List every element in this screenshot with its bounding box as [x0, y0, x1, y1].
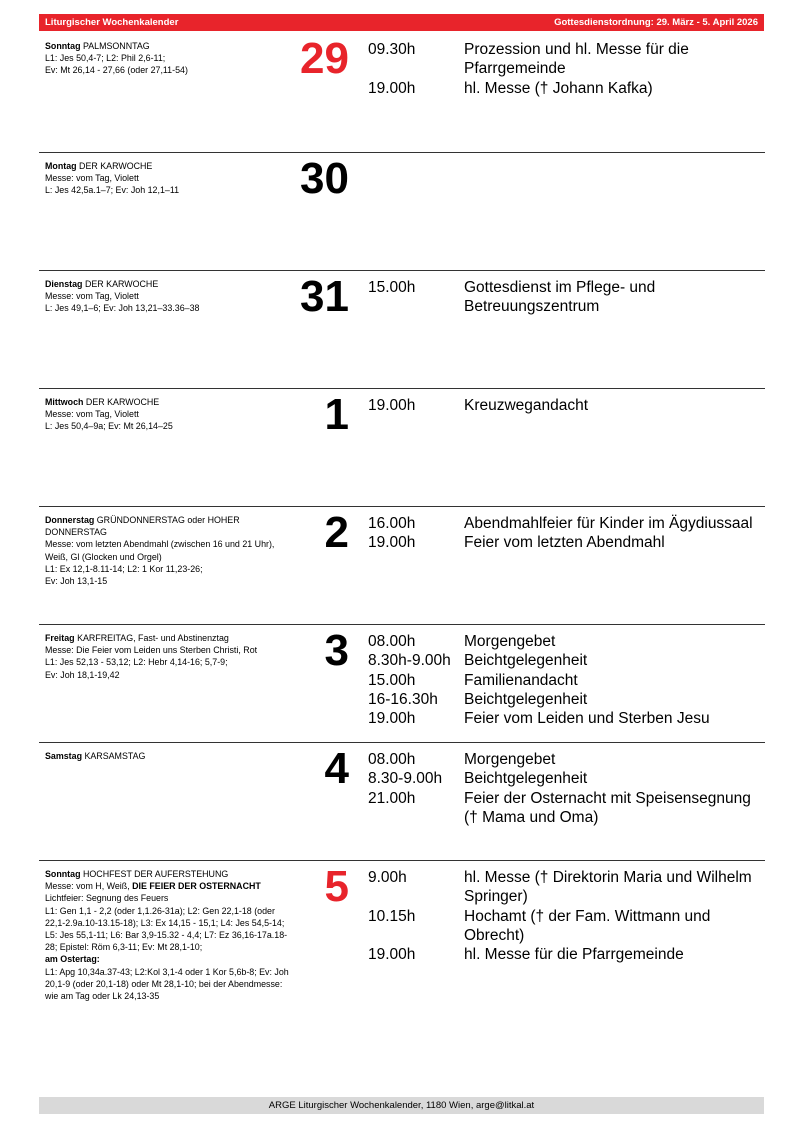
liturgy-text: Messe: vom H, Weiß, — [45, 881, 133, 892]
event-description: Beichtgelegenheit — [464, 770, 588, 788]
event-list — [368, 632, 764, 728]
day-number: 3 — [324, 626, 349, 675]
event-list — [368, 868, 764, 964]
feast-title: HOCHFEST DER AUFERSTEHUNG — [82, 869, 229, 879]
event-list — [368, 514, 764, 553]
liturgy-info — [45, 160, 289, 197]
event-row — [368, 79, 764, 98]
event-description: Prozession und hl. Messe für die Pfarrgemeinde — [464, 41, 689, 78]
event-time: 16.00h — [368, 515, 416, 532]
event-list — [368, 278, 764, 317]
day-section — [39, 860, 765, 1091]
event-time: 19.00h — [368, 710, 416, 728]
liturgy-line: Ev: Joh 13,1-15 — [45, 576, 108, 587]
event-row — [368, 750, 764, 769]
liturgy-title — [45, 514, 289, 538]
feast-title: DER KARWOCHE — [84, 279, 159, 289]
liturgy-bold: DIE FEIER DER OSTERNACHT — [132, 881, 261, 892]
liturgy-info — [45, 632, 289, 681]
liturgy-info — [45, 40, 289, 77]
day-section — [39, 506, 765, 625]
event-description: hl. Messe († Direktorin Maria und Wilhelm Springer) — [464, 869, 752, 906]
day-number: 29 — [300, 34, 349, 83]
liturgy-line: L1: Jes 52,13 - 53,12; L2: Hebr 4,14-16; 5,7-9; — [45, 657, 228, 668]
event-time: 21.00h — [368, 789, 416, 807]
liturgy-info — [45, 750, 289, 762]
event-row — [368, 769, 764, 788]
liturgy-line: L1: Apg 10,34a.37-43; L2:Kol 3,1-4 oder 1 Kor 5,6b-8; Ev: Joh 20,1-9 (oder 20,1-18) oder Mt 28,1-10; bei der Abendmesse: wie am Tag oder Lk 24,13-35 — [45, 966, 289, 1002]
feast-title: DER KARWOCHE — [85, 397, 160, 407]
ostertag-heading: am Ostertag: — [45, 954, 100, 965]
event-time: 19.00h — [368, 397, 416, 414]
day-section — [39, 33, 765, 152]
event-row — [368, 278, 764, 317]
weekday: Freitag — [45, 633, 75, 643]
feast-title: DER KARWOCHE — [79, 161, 153, 171]
event-description: Morgengebet — [464, 751, 556, 768]
feast-title: GRÜNDONNERSTAG oder HOHER DONNERSTAG — [45, 515, 240, 538]
event-row — [368, 868, 764, 907]
liturgy-line: Messe: Die Feier vom Leiden uns Sterben Christi, Rot — [45, 645, 258, 656]
liturgy-line: Messe: vom Tag, Violett — [45, 291, 139, 302]
liturgy-title — [45, 868, 289, 880]
weekday: Mittwoch — [45, 397, 84, 407]
liturgy-title — [45, 160, 289, 172]
day-section — [39, 388, 765, 507]
event-description: Feier vom Leiden und Sterben Jesu — [464, 710, 710, 728]
day-number: 4 — [324, 744, 349, 793]
liturgy-title — [45, 40, 289, 52]
day-section — [39, 270, 765, 389]
header-bar — [39, 14, 764, 31]
event-time: 15.00h — [368, 671, 416, 689]
weekday: Montag — [45, 161, 77, 171]
event-time: 19.00h — [368, 946, 416, 964]
event-description: Kreuzwegandacht — [464, 397, 589, 414]
event-description: Gottesdienst im Pflege- und Betreuungszentrum — [464, 279, 656, 316]
weekday: Sonntag — [45, 41, 81, 51]
event-time: 15.00h — [368, 279, 416, 296]
header-date-range: Gottesdienstordnung: 29. März - 5. April 2026 — [554, 17, 758, 28]
event-row — [368, 789, 764, 828]
event-row — [368, 945, 764, 964]
weekday: Dienstag — [45, 279, 83, 289]
day-number: 1 — [324, 390, 349, 439]
event-description: hl. Messe († Johann Kafka) — [464, 79, 653, 97]
event-description: hl. Messe für die Pfarrgemeinde — [464, 946, 684, 964]
event-description: Beichtgelegenheit — [464, 652, 588, 670]
liturgy-line: Messe: vom Tag, Violett — [45, 173, 139, 184]
liturgy-line — [45, 880, 289, 904]
header-title: Liturgischer Wochenkalender — [45, 17, 179, 28]
day-section — [39, 624, 765, 743]
liturgy-line: Messe: vom Tag, Violett — [45, 409, 139, 420]
event-time: 16-16.30h — [368, 690, 438, 708]
event-description: Abendmahlfeier für Kinder im Ägydiussaal — [464, 515, 753, 532]
liturgy-title — [45, 396, 289, 408]
event-row — [368, 533, 764, 552]
event-row — [368, 709, 764, 728]
event-time: 19.00h — [368, 534, 416, 552]
event-row — [368, 907, 764, 946]
footer: ARGE Liturgischer Wochenkalender, 1180 Wien, arge@litkal.at — [39, 1097, 764, 1114]
liturgy-line: Messe: vom letzten Abendmahl (zwischen 16 und 21 Uhr), Weiß, Gl (Glocken und Orgel) — [45, 539, 275, 562]
day-number: 5 — [324, 862, 349, 911]
event-time: 8.30h-9.00h — [368, 652, 451, 670]
weekday: Donnerstag — [45, 515, 95, 525]
event-time: 9.00h — [368, 869, 407, 886]
event-list — [368, 396, 764, 415]
event-time: 08.00h — [368, 633, 416, 650]
liturgy-info — [45, 514, 289, 587]
liturgy-line: L1: Ex 12,1-8.11-14; L2: 1 Kor 11,23-26; — [45, 563, 203, 574]
liturgy-title — [45, 278, 289, 290]
weekday: Sonntag — [45, 869, 81, 879]
event-list — [368, 750, 764, 827]
liturgy-title — [45, 632, 289, 644]
liturgy-line: L1: Jes 50,4-7; L2: Phil 2,6-11; — [45, 53, 166, 64]
liturgy-text: Lichtfeier: Segnung des Feuers — [45, 893, 169, 904]
liturgy-line: Ev: Joh 18,1-19,42 — [45, 669, 120, 680]
liturgy-line: L1: Gen 1,1 - 2,2 (oder 1,1.26-31a); L2: Gen 22,1-18 (oder 22,1-2.9a.10-13.15-18); L3: Ex 14,15 - 15,1; L4: Jes 54,5-14; L5: Jes 55,1-11; L6: Bar 3,9-15.32 - 4,4; L7: Ez 36,16-17a.18-28; Epistel: Röm 6,3-11; Ev: Mt 28,1-10; — [45, 905, 288, 953]
event-list — [368, 40, 764, 98]
day-section — [39, 742, 765, 861]
event-row — [368, 40, 764, 79]
liturgy-line: L: Jes 42,5a.1–7; Ev: Joh 12,1–11 — [45, 185, 180, 196]
event-description: Feier vom letzten Abendmahl — [464, 534, 665, 552]
event-description: Beichtgelegenheit — [464, 690, 588, 708]
event-description: Hochamt († der Fam. Wittmann und Obrecht) — [464, 907, 711, 944]
event-row — [368, 651, 764, 670]
liturgy-title — [45, 750, 289, 762]
event-time: 19.00h — [368, 79, 416, 97]
day-section — [39, 152, 765, 271]
event-time: 09.30h — [368, 41, 416, 58]
liturgy-line: L: Jes 49,1–6; Ev: Joh 13,21–33.36–38 — [45, 303, 200, 314]
weekday: Samstag — [45, 751, 82, 761]
event-time: 08.00h — [368, 751, 416, 768]
day-number: 31 — [300, 272, 349, 321]
feast-title: PALMSONNTAG — [82, 41, 150, 51]
event-time: 10.15h — [368, 907, 416, 925]
liturgy-info — [45, 278, 289, 315]
day-number: 30 — [300, 154, 349, 203]
day-number: 2 — [324, 508, 349, 557]
event-row — [368, 690, 764, 709]
event-row — [368, 396, 764, 415]
liturgy-line: Ev: Mt 26,14 - 27,66 (oder 27,11-54) — [45, 65, 188, 76]
event-description: Feier der Osternacht mit Speisensegnung († Mama und Oma) — [464, 789, 751, 826]
liturgy-info — [45, 396, 289, 433]
event-description: Morgengebet — [464, 633, 556, 650]
event-row — [368, 671, 764, 690]
feast-title: KARSAMSTAG — [84, 751, 146, 761]
event-row — [368, 632, 764, 651]
liturgy-info — [45, 868, 289, 1002]
event-description: Familienandacht — [464, 671, 578, 689]
feast-title: KARFREITAG, Fast- und Abstinenztag — [77, 633, 229, 643]
event-time: 8.30-9.00h — [368, 770, 443, 788]
event-row — [368, 514, 764, 533]
liturgy-line: L: Jes 50,4–9a; Ev: Mt 26,14–25 — [45, 421, 173, 432]
